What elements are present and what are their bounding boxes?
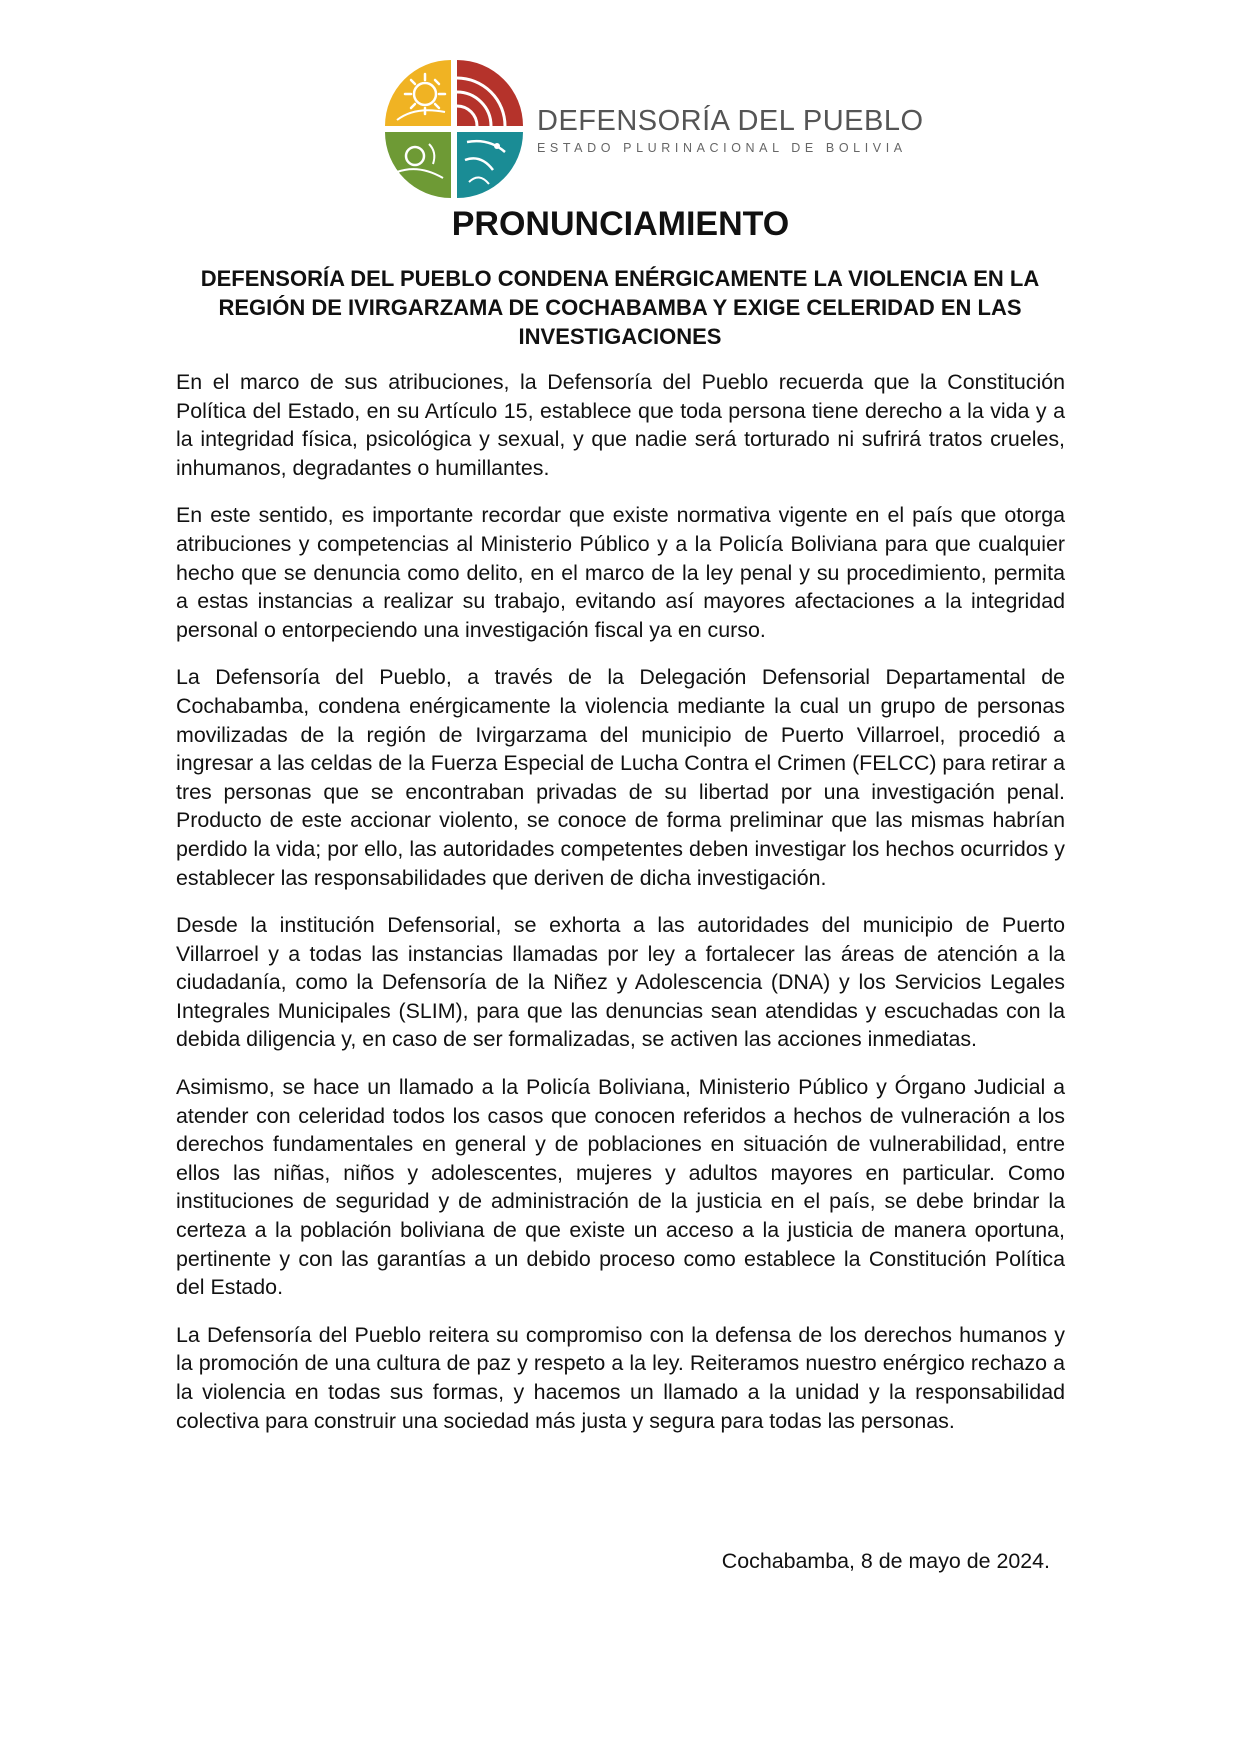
defensoria-emblem-icon: [385, 60, 523, 198]
paragraph: En el marco de sus atribuciones, la Defensoría del Pueblo recuerda que la Constitución Política del Estado, en su Artículo 15, establece que toda persona tiene derecho a la vida y a la integridad física, psicológica y sexual, y que nadie será torturado ni sufrirá tratos crueles, inhumanos, degradantes o humillantes.: [176, 370, 1065, 480]
document-subtitle: DEFENSORÍA DEL PUEBLO CONDENA ENÉRGICAMENTE LA VIOLENCIA EN LA REGIÓN DE IVIRGARZAMA DE COCHABAMBA Y EXIGE CELERIDAD EN LAS INVESTIGACIONES: [200, 266, 1040, 349]
paragraph: En este sentido, es importante recordar que existe normativa vigente en el país que otorga atribuciones y competencias al Ministerio Público y a la Policía Boliviana para que cualquier hecho que se denuncia como delito, en el marco de la ley penal y su procedimiento, permita a estas instancias a realizar su trabajo, evitando así mayores afectaciones a la integridad personal o entorpeciendo una investigación fiscal ya en curso.: [176, 503, 1065, 642]
document-date: Cochabamba, 8 de mayo de 2024.: [721, 1549, 1050, 1573]
paragraph: Asimismo, se hace un llamado a la Policía Boliviana, Ministerio Público y Órgano Judicial a atender con celeridad todos los casos que conocen referidos a hechos de vulneración a los derechos fundamentales en general y de poblaciones en situación de vulnerabilidad, entre ellos las niñas, niños y adolescentes, mujeres y adultos mayores en particular. Como instituciones de seguridad y de administración de la justicia en el país, se debe brindar la certeza a la población boliviana de que existe un acceso a la justicia de manera oportuna, pertinente y con las garantías a un debido proceso como establece la Constitución Política del Estado.: [176, 1075, 1065, 1300]
institution-subtitle: ESTADO PLURINACIONAL DE BOLIVIA: [537, 141, 907, 156]
logo-text: [537, 107, 924, 155]
document-title: PRONUNCIAMIENTO: [451, 205, 790, 243]
letterhead: [385, 60, 924, 198]
paragraph: Desde la institución Defensorial, se exhorta a las autoridades del municipio de Puerto Villarroel y a todas las instancias llamadas por ley a fortalecer las áreas de atención a la ciudadanía, como la Defensoría de la Niñez y Adolescencia (DNA) y los Servicios Legales Integrales Municipales (SLIM), para que las denuncias sean atendidas y escuchadas con la debida diligencia y, en caso de ser formalizadas, se activen las acciones inmediatas.: [176, 913, 1065, 1052]
paragraph: La Defensoría del Pueblo, a través de la Delegación Defensorial Departamental de Cochabamba, condena enérgicamente la violencia mediante la cual un grupo de personas movilizadas de la región de Ivirgarzama del municipio de Puerto Villarroel, procedió a ingresar a las celdas de la Fuerza Especial de Lucha Contra el Crimen (FELCC) para retirar a tres personas que se encontraban privadas de su libertad por una investigación penal. Producto de este accionar violento, se conoce de forma preliminar que las mismas habrían perdido la vida; por ello, las autoridades competentes deben investigar los hechos ocurridos y establecer las responsabilidades que deriven de dicha investigación.: [176, 665, 1065, 890]
paragraph: La Defensoría del Pueblo reitera su compromiso con la defensa de los derechos humanos y la promoción de una cultura de paz y respeto a la ley. Reiteramos nuestro enérgico rechazo a la violencia en todas sus formas, y hacemos un llamado a la unidad y la responsabilidad colectiva para construir una sociedad más justa y segura para todas las personas.: [176, 1322, 1065, 1433]
document-body: [176, 368, 1065, 1454]
institution-name: DEFENSORÍA DEL PUEBLO: [537, 105, 924, 138]
